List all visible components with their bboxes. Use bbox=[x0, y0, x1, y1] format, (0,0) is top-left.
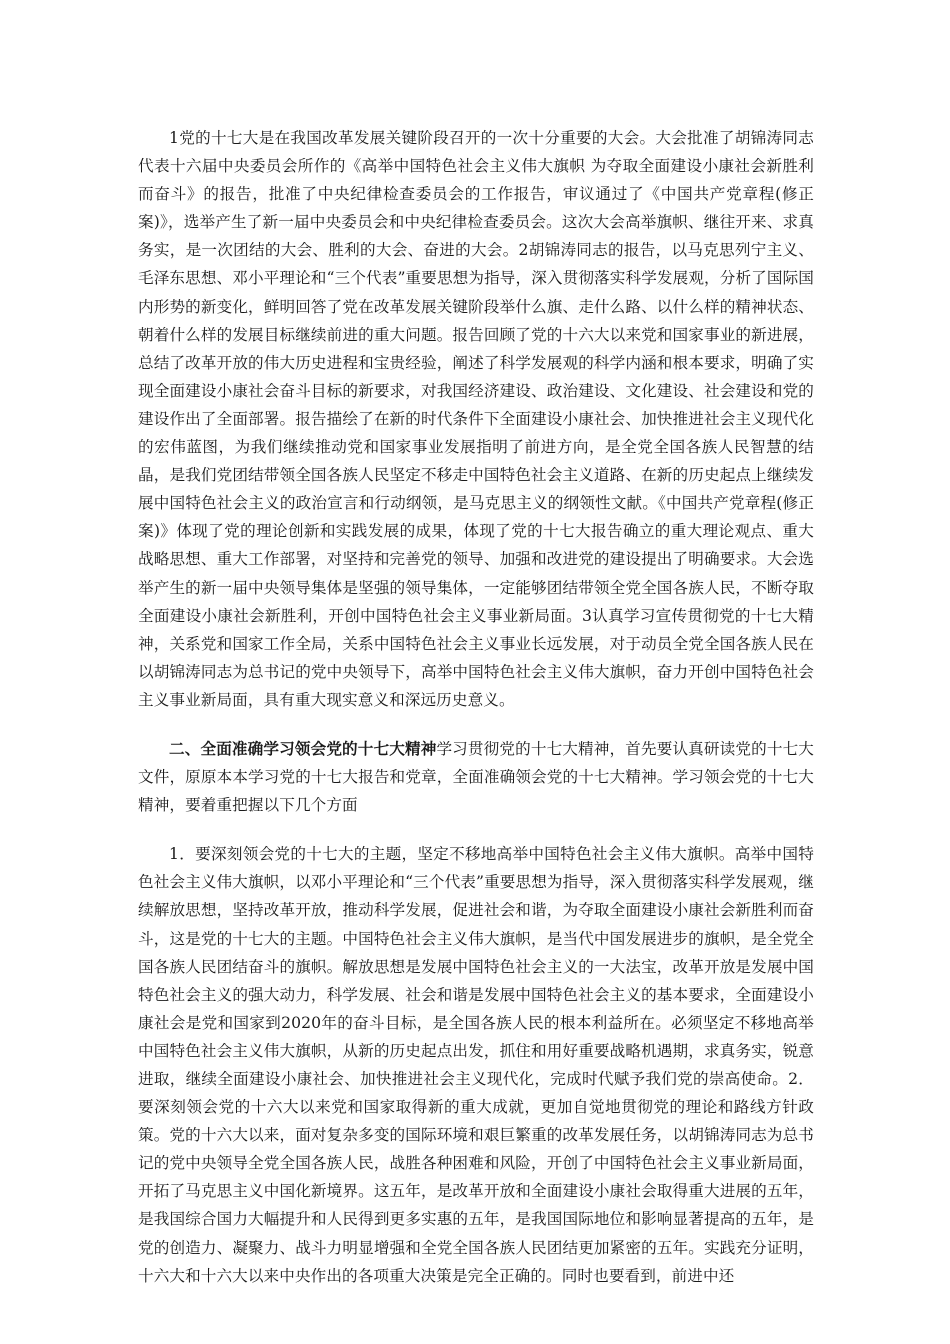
section-heading: 二、全面准确学习领会党的十七大精神 bbox=[169, 738, 437, 758]
paragraph-1 bbox=[138, 124, 814, 714]
paragraph-2 bbox=[138, 735, 814, 819]
paragraph-3-text: 1．要深刻领会党的十七大的主题，坚定不移地高举中国特色社会主义伟大旗帜。高举中国特色社会主义伟大旗帜，以邓小平理论和“三个代表”重要思想为指导，深入贯彻落实科学发展观，继续解放思想，坚持改革开放，推动科学发展，促进社会和谐，为夺取全面建设小康社会新胜利而奋斗，这是党的十七大的主题。中国特色社会主义伟大旗帜，是当代中国发展进步的旗帜，是全党全国各族人民团结奋斗的旗帜。解放思想是发展中国特色社会主义的一大法宝，改革开放是发展中国特色社会主义的强大动力，科学发展、社会和谐是发展中国特色社会主义的基本要求，全面建设小康社会是党和国家到2020年的奋斗目标，是全国各族人民的根本利益所在。必须坚定不移地高举中国特色社会主义伟大旗帜，从新的历史起点出发，抓住和用好重要战略机遇期，求真务实，锐意进取，继续全面建设小康社会、加快推进社会主义现代化，完成时代赋予我们党的崇高使命。2．要深刻领会党的十六大以来党和国家取得新的重大成就，更加自觉地贯彻党的理论和路线方针政策。党的十六大以来，面对复杂多变的国际环境和艰巨繁重的改革发展任务，以胡锦涛同志为总书记的党中央领导全党全国各族人民，战胜各种困难和风险，开创了中国特色社会主义事业新局面，开拓了马克思主义中国化新境界。这五年，是改革开放和全面建设小康社会取得重大进展的五年，是我国综合国力大幅提升和人民得到更多实惠的五年，是我国国际地位和影响显著提高的五年，是党的创造力、凝聚力、战斗力明显增强和全党全国各族人民团结更加紧密的五年。实践充分证明，十六大和十六大以来中央作出的各项重大决策是完全正确的。同时也要看到，前进中还 bbox=[138, 845, 814, 1285]
paragraph-1-text: 1党的十七大是在我国改革发展关键阶段召开的一次十分重要的大会。大会批准了胡锦涛同志代表十六届中央委员会所作的《高举中国特色社会主义伟大旗帜 为夺取全面建设小康社会新胜利而奋斗》的报告，批准了中央纪律检查委员会的工作报告，审议通过了《中国共产党章程(修正案)》，选举产生了新一届中央委员会和中央纪律检查委员会。这次大会高举旗帜、继往开来、求真务实，是一次团结的大会、胜利的大会、奋进的大会。2胡锦涛同志的报告，以马克思列宁主义、毛泽东思想、邓小平理论和“三个代表”重要思想为指导，深入贯彻落实科学发展观，分析了国际国内形势的新变化，鲜明回答了党在改革发展关键阶段举什么旗、走什么路、以什么样的精神状态、朝着什么样的发展目标继续前进的重大问题。报告回顾了党的十六大以来党和国家事业的新进展，总结了改革开放的伟大历史进程和宝贵经验，阐述了科学发展观的科学内涵和根本要求，明确了实现全面建设小康社会奋斗目标的新要求，对我国经济建设、政治建设、文化建设、社会建设和党的建设作出了全面部署。报告描绘了在新的时代条件下全面建设小康社会、加快推进社会主义现代化的宏伟蓝图，为我们继续推动党和国家事业发展指明了前进方向，是全党全国各族人民智慧的结晶，是我们党团结带领全国各族人民坚定不移走中国特色社会主义道路、在新的历史起点上继续发展中国特色社会主义的政治宣言和行动纲领，是马克思主义的纲领性文献。《中国共产党章程(修正案)》体现了党的理论创新和实践发展的成果，体现了党的十七大报告确立的重大理论观点、重大战略思想、重大工作部署，对坚持和完善党的领导、加强和改进党的建设提出了明确要求。大会选举产生的新一届中央领导集体是坚强的领导集体，一定能够团结带领全党全国各族人民，不断夺取全面建设小康社会新胜利，开创中国特色社会主义事业新局面。3认真学习宣传贯彻党的十七大精神，关系党和国家工作全局，关系中国特色社会主义事业长远发展，对于动员全党全国各族人民在以胡锦涛同志为总书记的党中央领导下，高举中国特色社会主义伟大旗帜，奋力开创中国特色社会主义事业新局面，具有重大现实意义和深远历史意义。 bbox=[138, 129, 814, 709]
paragraph-2-text: 学习贯彻党的十七大精神，首先要认真研读党的十七大文件，原原本本学习党的十七大报告和党章，全面准确领会党的十七大精神。学习领会党的十七大精神，要着重把握以下几个方面 bbox=[138, 739, 814, 815]
paragraph-3 bbox=[138, 840, 814, 1290]
document-body bbox=[138, 124, 814, 1290]
